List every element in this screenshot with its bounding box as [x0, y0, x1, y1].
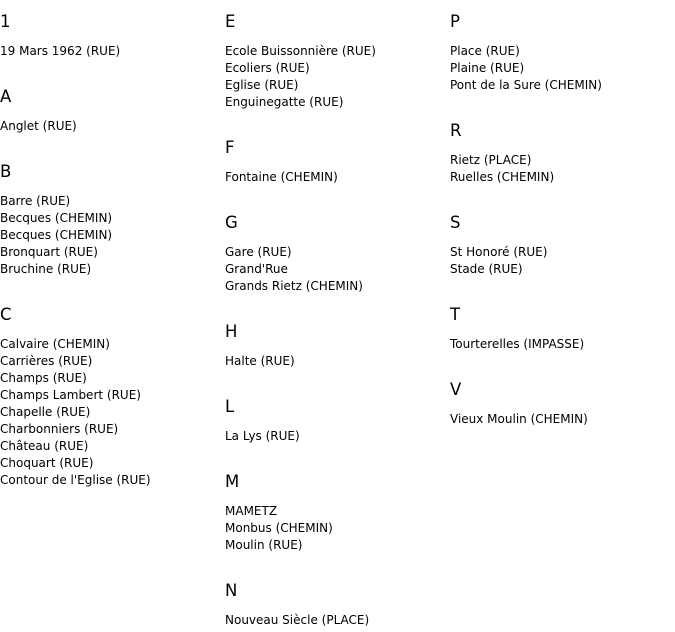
group-spacer	[450, 94, 675, 109]
letter-heading: S	[450, 213, 461, 232]
street-link[interactable]: Choquart (RUE)	[0, 456, 94, 470]
street-list	[450, 411, 675, 428]
street-link[interactable]: Chapelle (RUE)	[0, 405, 91, 419]
group-spacer	[225, 186, 450, 201]
letter-group	[225, 12, 450, 126]
street-list	[225, 43, 450, 111]
group-spacer	[450, 353, 675, 368]
street-list	[0, 193, 225, 278]
street-list	[225, 612, 450, 629]
street-list	[225, 503, 450, 554]
letter-heading: R	[450, 121, 462, 140]
letter-group	[450, 12, 675, 109]
letter-heading: H	[225, 322, 238, 341]
street-link[interactable]: Ruelles (CHEMIN)	[450, 170, 555, 184]
letter-group	[225, 213, 450, 310]
street-list	[0, 336, 225, 489]
street-link[interactable]: 19 Mars 1962 (RUE)	[0, 44, 121, 58]
index-column-1	[0, 0, 225, 489]
street-list	[450, 43, 675, 94]
street-list	[0, 118, 225, 135]
street-link[interactable]: Plaine (RUE)	[450, 61, 525, 75]
group-spacer	[0, 278, 225, 293]
street-link[interactable]: Grands Rietz (CHEMIN)	[225, 279, 363, 293]
group-spacer	[450, 278, 675, 293]
street-link[interactable]: Fontaine (CHEMIN)	[225, 170, 338, 184]
letter-heading: L	[225, 397, 235, 416]
street-link[interactable]: Champs Lambert (RUE)	[0, 388, 141, 402]
letter-heading: C	[0, 305, 12, 324]
letter-heading: V	[450, 380, 462, 399]
street-list	[225, 244, 450, 295]
letter-group	[450, 380, 675, 428]
group-spacer	[225, 554, 450, 569]
street-link[interactable]: Enguinegatte (RUE)	[225, 95, 344, 109]
street-link[interactable]: Becques (CHEMIN)	[0, 228, 113, 242]
letter-group	[450, 305, 675, 368]
street-link[interactable]: Becques (CHEMIN)	[0, 211, 113, 225]
letter-group	[450, 121, 675, 201]
street-link[interactable]: Calvaire (CHEMIN)	[0, 337, 110, 351]
letter-group	[225, 397, 450, 460]
letter-group	[450, 213, 675, 293]
street-link[interactable]: Champs (RUE)	[0, 371, 87, 385]
street-link[interactable]: Carrières (RUE)	[0, 354, 93, 368]
letter-heading: B	[0, 162, 12, 181]
letter-heading: P	[450, 12, 460, 31]
street-link[interactable]: Bronquart (RUE)	[0, 245, 98, 259]
letter-group	[0, 162, 225, 293]
street-list	[0, 43, 225, 60]
street-link[interactable]: Ecole Buissonnière (RUE)	[225, 44, 376, 58]
street-list	[225, 353, 450, 370]
letter-heading: E	[225, 12, 236, 31]
street-link[interactable]: Place (RUE)	[450, 44, 520, 58]
street-link[interactable]: La Lys (RUE)	[225, 429, 300, 443]
letter-heading: 1	[0, 12, 11, 31]
group-spacer	[225, 295, 450, 310]
letter-heading: G	[225, 213, 238, 232]
letter-heading: N	[225, 581, 238, 600]
group-spacer	[225, 111, 450, 126]
group-spacer	[0, 60, 225, 75]
street-link[interactable]: Charbonniers (RUE)	[0, 422, 119, 436]
street-link[interactable]: Eglise (RUE)	[225, 78, 299, 92]
street-link[interactable]: Stade (RUE)	[450, 262, 523, 276]
group-spacer	[225, 445, 450, 460]
street-link[interactable]: Nouveau Siècle (PLACE)	[225, 613, 370, 627]
street-list	[450, 336, 675, 353]
street-link[interactable]: Gare (RUE)	[225, 245, 292, 259]
street-link[interactable]: MAMETZ	[225, 504, 278, 518]
street-link[interactable]: Château (RUE)	[0, 439, 89, 453]
street-link[interactable]: Moulin (RUE)	[225, 538, 303, 552]
letter-heading: F	[225, 138, 235, 157]
street-link[interactable]: Barre (RUE)	[0, 194, 71, 208]
street-link[interactable]: Ecoliers (RUE)	[225, 61, 310, 75]
street-list	[225, 428, 450, 445]
street-list	[450, 152, 675, 186]
street-link[interactable]: Anglet (RUE)	[0, 119, 77, 133]
letter-group	[0, 87, 225, 150]
street-link[interactable]: Tourterelles (IMPASSE)	[450, 337, 585, 351]
letter-heading: M	[225, 472, 240, 491]
street-link[interactable]: Monbus (CHEMIN)	[225, 521, 333, 535]
index-column-3	[450, 0, 675, 428]
street-link[interactable]: St Honoré (RUE)	[450, 245, 548, 259]
letter-group	[225, 472, 450, 569]
letter-group	[225, 322, 450, 385]
street-link[interactable]: Contour de l'Eglise (RUE)	[0, 473, 151, 487]
group-spacer	[225, 370, 450, 385]
street-list	[225, 169, 450, 186]
letter-group	[225, 581, 450, 629]
letter-heading: T	[450, 305, 461, 324]
group-spacer	[0, 135, 225, 150]
letter-heading: A	[0, 87, 12, 106]
group-spacer	[450, 186, 675, 201]
letter-group	[0, 305, 225, 489]
letter-group	[0, 12, 225, 75]
letter-group	[225, 138, 450, 201]
street-link[interactable]: Grand'Rue	[225, 262, 288, 276]
street-link[interactable]: Halte (RUE)	[225, 354, 295, 368]
street-link[interactable]: Rietz (PLACE)	[450, 153, 532, 167]
street-list	[450, 244, 675, 278]
street-link[interactable]: Pont de la Sure (CHEMIN)	[450, 78, 602, 92]
street-link[interactable]: Vieux Moulin (CHEMIN)	[450, 412, 588, 426]
index-column-2	[225, 0, 450, 629]
street-link[interactable]: Bruchine (RUE)	[0, 262, 92, 276]
